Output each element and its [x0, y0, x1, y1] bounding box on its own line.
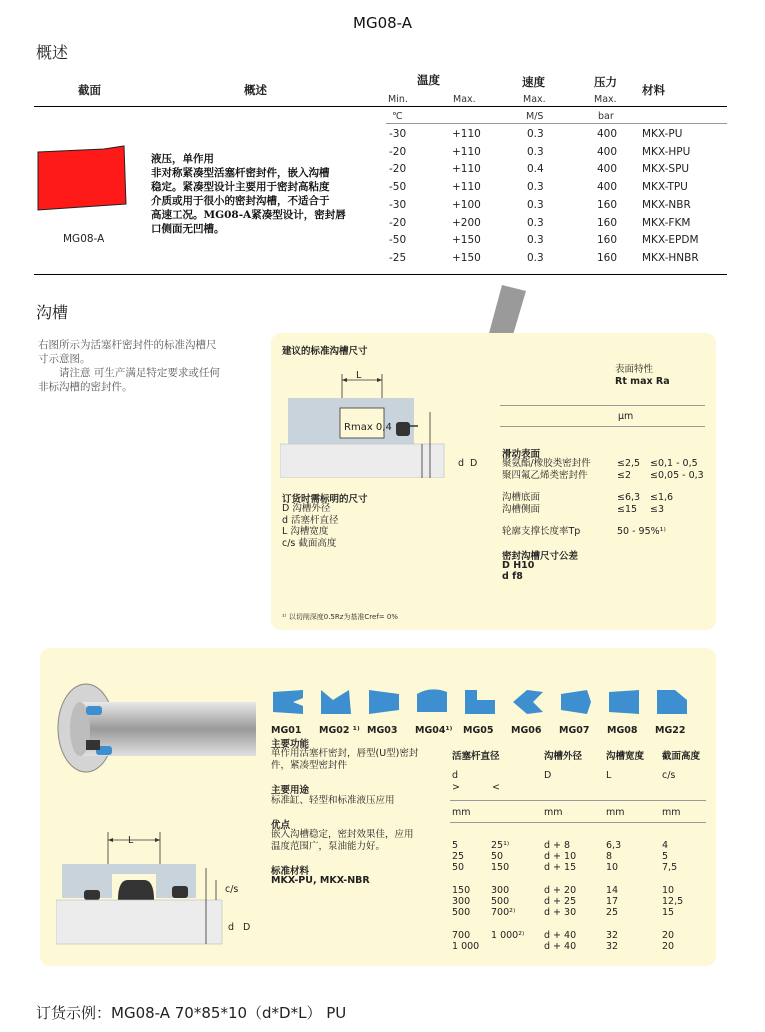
dim-L: L — [356, 370, 362, 381]
profile-label: MG08 — [607, 725, 638, 736]
material: MKX-HNBR — [642, 251, 699, 264]
desc-line: 介质或用于很小的密封沟槽，不适合于 — [151, 195, 330, 207]
profile-label: MG02 ¹⁾ — [319, 725, 360, 736]
dim-cell: 50 — [452, 861, 465, 873]
dim-cell: 700²⁾ — [491, 906, 516, 918]
speed-max: 0.3 — [527, 198, 544, 211]
dim-cell: d + 40 — [544, 940, 577, 952]
dim-cell: d + 8 — [544, 840, 571, 851]
order-dims-title: 订货时需标明的尺寸 — [282, 494, 368, 505]
profile-shape — [607, 688, 641, 716]
dim-cell: 8 — [606, 850, 613, 862]
dim-cell: 5 — [452, 840, 459, 851]
overview-heading: 概述 — [36, 43, 69, 62]
intro-line: 非标沟槽的密封件。 — [38, 381, 133, 393]
dim-L-2: L — [128, 835, 134, 846]
dim-header: 沟槽外径 — [544, 751, 583, 762]
dim-symbol-lt: < — [492, 782, 500, 793]
pressure-max: 160 — [597, 234, 618, 247]
unit-speed: M/S — [526, 111, 544, 122]
section-label: MG08-A — [63, 233, 105, 245]
groove-surface-ra: ≤3 — [650, 503, 665, 515]
dim-symbol: d — [452, 770, 459, 781]
dim-symbol-gt: > — [452, 782, 460, 793]
dim-cell: 10 — [662, 885, 675, 896]
dim-header: 沟槽宽度 — [606, 751, 645, 762]
dim-cell: 32 — [606, 940, 619, 952]
sub-pressure-max: Max. — [594, 94, 617, 105]
speed-max: 0.3 — [527, 128, 544, 140]
panel1-footnote: ¹⁾ 以切削深度0.5Rz为基准Cref= 0% — [282, 613, 398, 621]
temp-min: -20 — [389, 216, 407, 229]
dim-cell: d + 40 — [544, 930, 577, 941]
order-item: L 沟槽宽度 — [282, 526, 329, 537]
rmax-label: Rmax 0,4 — [344, 422, 392, 433]
tolerance-item: D H10 — [502, 560, 535, 571]
dim-cell: d + 30 — [544, 906, 577, 918]
pressure-max: 160 — [597, 216, 618, 229]
groove-surface-label: 沟槽底面 — [502, 492, 541, 503]
temp-max: +110 — [452, 163, 481, 176]
temp-max: +110 — [452, 128, 481, 140]
surface-label: 表面特性 — [615, 364, 654, 375]
profile-label: MG06 — [511, 725, 542, 736]
profile-shape — [559, 688, 593, 716]
dim-symbol: D — [544, 770, 552, 781]
dim-cell: 12,5 — [662, 895, 684, 907]
speed-max: 0.4 — [527, 163, 544, 176]
temp-max: +110 — [452, 181, 481, 194]
profile-shape — [655, 688, 689, 716]
temp-max: +150 — [452, 234, 481, 247]
temp-min: -20 — [389, 163, 407, 176]
dim-cell: 25¹⁾ — [491, 840, 510, 851]
temp-max: +100 — [452, 198, 481, 211]
dim-d: d — [458, 458, 465, 469]
pressure-max: 400 — [597, 128, 618, 140]
dim-cell: 25 — [452, 850, 465, 862]
dim-unit: mm — [606, 807, 625, 818]
dim-cell: 20 — [662, 940, 675, 952]
dim-symbol: L — [606, 770, 612, 781]
dim-cell: d + 25 — [544, 895, 577, 907]
sub-min: Min. — [388, 94, 408, 105]
dim-cell: 500 — [491, 895, 510, 907]
temp-min: -20 — [389, 145, 407, 158]
dim-header: 截面高度 — [662, 751, 701, 762]
dim-cell: 300 — [452, 895, 471, 907]
pressure-max: 400 — [597, 181, 618, 194]
use-title: 主要用途 — [271, 785, 310, 796]
groove-surface-rt: ≤6,3 — [617, 492, 641, 503]
profile-shape — [319, 688, 353, 716]
surface-rule-top — [500, 405, 705, 406]
dim-cell: 150 — [491, 861, 510, 873]
dim-cell: 14 — [606, 885, 619, 896]
seal-cross-section — [34, 144, 130, 212]
rod-seal-illustration — [56, 680, 256, 780]
material: MKX-NBR — [642, 198, 691, 211]
profile-shape — [511, 688, 545, 716]
surface-unit: μm — [618, 411, 634, 422]
temp-max: +200 — [452, 216, 481, 229]
function-title: 主要功能 — [271, 739, 310, 750]
profile-shape — [367, 688, 401, 716]
dim-unit: mm — [544, 807, 563, 818]
dim-D-2: D — [243, 922, 251, 933]
dim-cell: 500 — [452, 906, 471, 918]
sliding-rt: ≤2,5 — [617, 458, 641, 469]
groove-intro — [38, 338, 258, 394]
order-dims-list — [282, 503, 339, 549]
groove-surface-label: 沟槽侧面 — [502, 503, 541, 515]
dim-cell: 1 000 — [452, 940, 480, 952]
header-rule — [34, 106, 727, 107]
sliding-ra: ≤0,05 - 0,3 — [650, 469, 704, 481]
material: MKX-SPU — [642, 163, 690, 176]
tp-label: 轮廓支撑长度率Tp — [502, 526, 581, 537]
col-temp: 温度 — [417, 73, 440, 87]
dim-header: 活塞杆直径 — [452, 751, 500, 762]
order-item: D 沟槽外径 — [282, 503, 331, 514]
profile-label: MG04¹⁾ — [415, 725, 453, 736]
speed-max: 0.3 — [527, 251, 544, 264]
sub-max: Max. — [453, 94, 476, 105]
dim-cell: d + 20 — [544, 885, 577, 896]
dim-cell: 700 — [452, 930, 471, 941]
dim-cs: c/s — [225, 884, 239, 895]
tolerance-item: d f8 — [502, 571, 523, 582]
dim-cell: 17 — [606, 895, 619, 907]
table-bottom-rule — [34, 274, 727, 275]
col-material: 材料 — [642, 83, 665, 97]
unit-pressure: bar — [598, 111, 614, 122]
dim-cell: d + 10 — [544, 850, 577, 862]
sliding-rt: ≤2 — [617, 469, 632, 481]
material: MKX-TPU — [642, 181, 688, 194]
pressure-max: 400 — [597, 163, 618, 176]
profile-shape — [271, 688, 305, 716]
dim-cell: 20 — [662, 930, 675, 941]
dim-cell: d + 15 — [544, 861, 577, 873]
dim-unit: mm — [452, 807, 471, 818]
intro-line: 右图所示为活塞杆密封件的标准沟槽尺 — [38, 339, 217, 351]
profile-label: MG03 — [367, 725, 398, 736]
dim-cell: 4 — [662, 840, 669, 851]
product-description — [151, 152, 381, 236]
pressure-max: 400 — [597, 145, 618, 158]
speed-max: 0.3 — [527, 216, 544, 229]
dim-cell: 1 000²⁾ — [491, 930, 525, 941]
function-line: 件，紧凑型密封件 — [271, 759, 348, 771]
advantage-title: 优点 — [271, 820, 291, 831]
dim-cell: 10 — [606, 861, 619, 873]
advantage-line: 嵌入沟槽稳定，密封效果佳，应用 — [271, 829, 414, 840]
intro-line: 请注意 可生产满足特定要求或任何 — [38, 367, 220, 379]
sub-speed-max: Max. — [523, 94, 546, 105]
material: MKX-FKM — [642, 216, 691, 229]
material: MKX-HPU — [642, 145, 691, 158]
function-line: 单作用活塞杆密封，唇型(U型)密封 — [271, 748, 419, 759]
sliding-label: 聚氨酯/橡胶类密封件 — [502, 458, 591, 469]
dim-cell: 50 — [491, 850, 504, 862]
col-desc: 概述 — [244, 83, 267, 97]
dim-rule-top — [450, 800, 706, 801]
dim-cell: 7,5 — [662, 861, 678, 873]
dim-D: D — [470, 458, 478, 469]
profile-shape — [415, 688, 449, 716]
pressure-max: 160 — [597, 251, 618, 264]
temp-max: +110 — [452, 145, 481, 158]
dim-cell: 6,3 — [606, 840, 622, 851]
use-text: 标准缸、轻型和标准液压应用 — [271, 795, 395, 806]
dim-d-2: d — [228, 922, 235, 933]
groove-surface-ra: ≤1,6 — [650, 492, 674, 503]
profile-label: MG22 — [655, 725, 686, 736]
material: MKX-EPDM — [642, 234, 699, 247]
page-title: MG08-A — [353, 14, 412, 32]
sliding-title: 滑动表面 — [502, 449, 541, 460]
tp-value: 50 - 95%¹⁾ — [617, 526, 666, 537]
temp-min: -30 — [389, 128, 407, 140]
panel1-title: 建议的标准沟槽尺寸 — [282, 346, 368, 357]
material: MKX-PU — [642, 128, 683, 140]
dim-cell: 32 — [606, 930, 619, 941]
dim-cell: 15 — [662, 906, 675, 918]
unit-temp: ℃ — [392, 111, 403, 122]
advantage-text — [271, 829, 414, 852]
desc-line: 非对称紧凑型活塞杆密封件，嵌入沟槽 — [151, 167, 330, 179]
col-pressure: 压力 — [594, 75, 617, 89]
dim-symbol: c/s — [662, 770, 676, 781]
pressure-max: 160 — [597, 198, 618, 211]
desc-line: 口侧面无凹槽。 — [151, 223, 225, 235]
intro-line: 寸示意图。 — [38, 353, 91, 365]
material-title: 标准材料 — [271, 866, 310, 877]
surface-cols: Rt max Ra — [615, 376, 670, 387]
col-speed: 速度 — [522, 75, 545, 89]
profile-label: MG05 — [463, 725, 494, 736]
profile-shape — [463, 688, 497, 716]
sliding-label: 聚四氟乙烯类密封件 — [502, 469, 588, 481]
dim-cell: 150 — [452, 885, 471, 896]
dim-cell: 25 — [606, 906, 619, 918]
advantage-line: 温度范围广，泵油能力好。 — [271, 840, 386, 852]
order-item: d 活塞杆直径 — [282, 514, 339, 526]
dim-unit: mm — [662, 807, 681, 818]
tolerance-title: 密封沟槽尺寸公差 — [502, 551, 579, 562]
surface-rule-bottom — [500, 426, 705, 427]
temp-max: +150 — [452, 251, 481, 264]
profile-label: MG01 — [271, 725, 302, 736]
unit-rule — [386, 123, 727, 124]
sliding-ra: ≤0,1 - 0,5 — [650, 458, 698, 469]
desc-line: 稳定。紧凑型设计主要用于密封高粘度 — [151, 181, 330, 193]
order-item: c/s 截面高度 — [282, 537, 337, 549]
temp-min: -50 — [389, 181, 407, 194]
desc-line: 液压，单作用 — [151, 153, 214, 165]
groove-surface-rt: ≤15 — [617, 503, 638, 515]
speed-max: 0.3 — [527, 234, 544, 247]
order-example: 订货示例：MG08-A 70*85*10（d*D*L） PU — [36, 1004, 347, 1022]
tolerance-list — [502, 560, 534, 582]
temp-min: -50 — [389, 234, 407, 247]
desc-line: 高速工况。MG08-A紧凑型设计，密封唇 — [151, 209, 346, 221]
material-text: MKX-PU, MKX-NBR — [271, 875, 370, 886]
temp-min: -30 — [389, 198, 407, 211]
dim-rule-bottom — [450, 822, 706, 823]
dim-cell: 300 — [491, 885, 510, 896]
speed-max: 0.3 — [527, 145, 544, 158]
function-text — [271, 748, 418, 771]
groove-heading: 沟槽 — [36, 303, 69, 322]
speed-max: 0.3 — [527, 181, 544, 194]
profile-label: MG07 — [559, 725, 590, 736]
temp-min: -25 — [389, 251, 407, 264]
col-section: 截面 — [78, 83, 101, 97]
dim-cell: 5 — [662, 850, 669, 862]
